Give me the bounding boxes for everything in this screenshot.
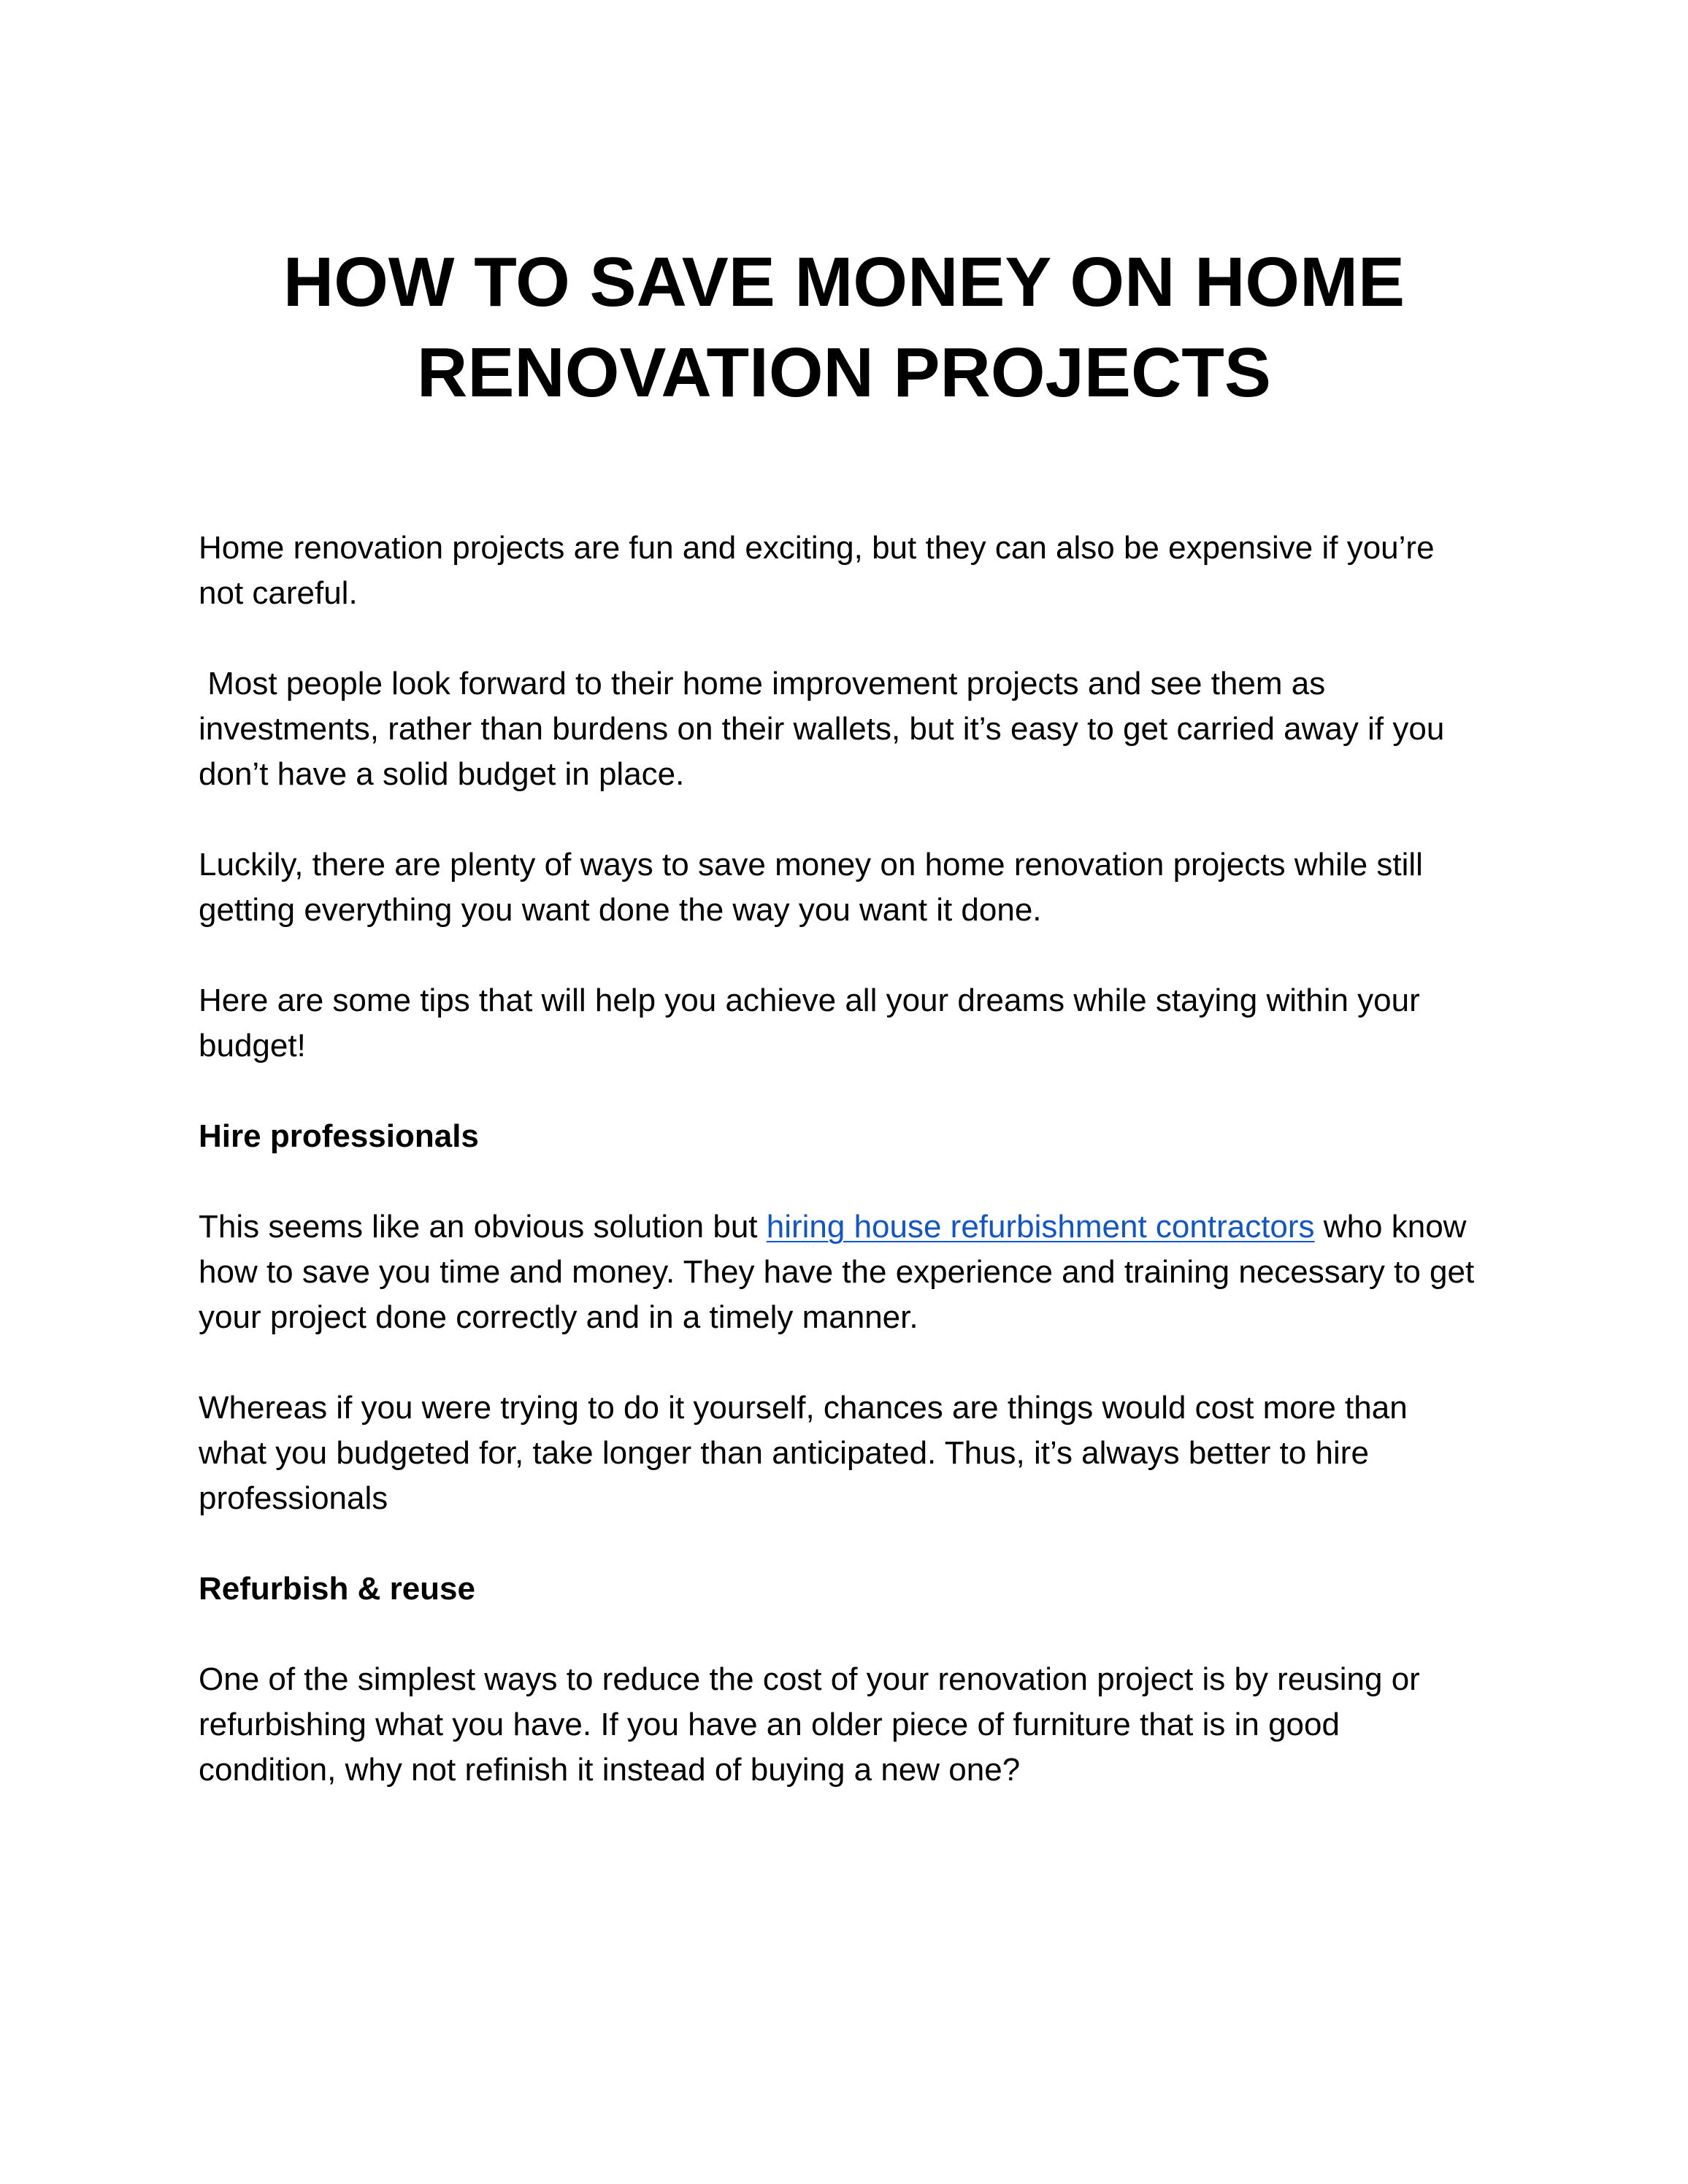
intro-paragraph-4: Here are some tips that will help you achieve all your dreams while staying within your budget! xyxy=(199,983,1430,1064)
contractors-link[interactable]: hiring house refurbishment contractors xyxy=(766,1209,1315,1245)
paragraph-text-after-link: who know how to save you time and money. They have the experience and training necessary to get your project done correctly and in a timely manner. xyxy=(199,1209,1484,1335)
title-line-1: HOW TO SAVE MONEY ON HOME xyxy=(283,243,1405,321)
document-body xyxy=(199,526,1484,1838)
hire-professionals-paragraph-1 xyxy=(199,1204,1484,1340)
intro-paragraph-3: Luckily, there are plenty of ways to save money on home renovation projects while still getting everything you want done the way you want it done. xyxy=(199,847,1432,928)
section-heading-hire-professionals: Hire professionals xyxy=(199,1118,479,1154)
page-title xyxy=(199,237,1489,418)
paragraph-text-before-link: This seems like an obvious solution but xyxy=(199,1209,767,1245)
intro-paragraph-2: Most people look forward to their home improvement projects and see them as investments, rather than burdens on their wallets, but it’s easy to get carried away if you don’t have a solid budget in place. xyxy=(199,666,1454,792)
hire-professionals-paragraph-2: Whereas if you were trying to do it yourself, chances are things would cost more than what you budgeted for, take longer than anticipated. Thus, it’s always better to hire professionals xyxy=(199,1390,1416,1516)
refurbish-reuse-paragraph-1: One of the simplest ways to reduce the cost of your renovation project is by reusing or refurbishing what you have. If you have an older piece of furniture that is in good condition, why not refinish it instead of buying a new one? xyxy=(199,1661,1430,1788)
intro-paragraph-1: Home renovation projects are fun and exciting, but they can also be expensive if you’re not careful. xyxy=(199,530,1443,611)
section-heading-refurbish-reuse: Refurbish & reuse xyxy=(199,1571,475,1607)
title-line-2: RENOVATION PROJECTS xyxy=(417,334,1271,412)
